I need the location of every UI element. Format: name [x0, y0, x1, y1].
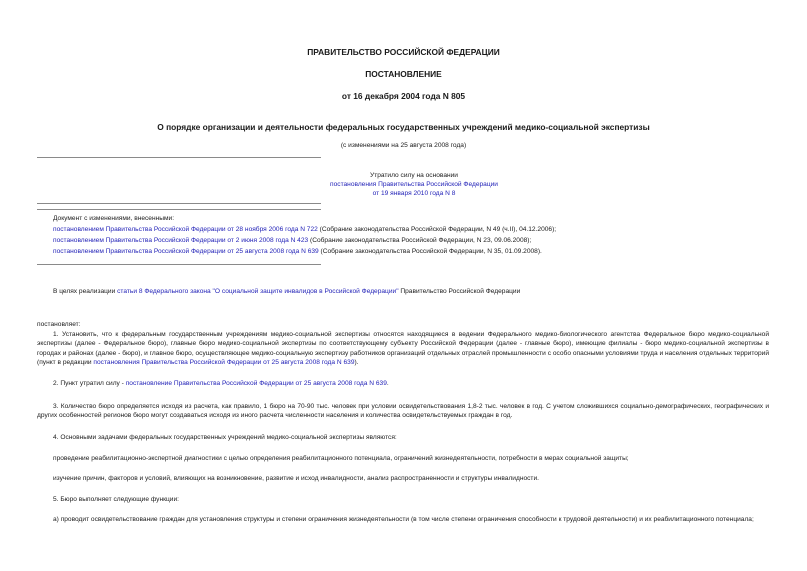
- paragraph-5: 5. Бюро выполняет следующие функции:: [53, 496, 179, 503]
- amendment-item: [53, 226, 556, 233]
- preamble-text: В целях реализации: [53, 288, 118, 295]
- paragraph-1: [37, 330, 769, 368]
- decrees-label: постановляет:: [37, 321, 81, 328]
- paragraph-4: 4. Основными задачами федеральных государственных учреждений медико-социальной экспертизы являются:: [53, 434, 397, 441]
- revision-note: (с изменениями на 25 августа 2008 года): [340, 142, 467, 149]
- amendment-link[interactable]: постановлением Правительства Российской Федерации от 2 июня 2008 года N 423: [53, 237, 309, 244]
- amendment-item: [53, 248, 542, 255]
- preamble-text: Правительство Российской Федерации: [398, 288, 521, 295]
- expired-link-decree[interactable]: постановления Правительства Российской Федерации: [330, 181, 498, 188]
- document-date-number: от 16 декабря 2004 года N 805: [341, 91, 466, 101]
- paragraph-text: .: [386, 380, 389, 387]
- paragraph-4-item: изучение причин, факторов и условий, влияющих на возникновение, развитие и исход инвалидности, анализ распространенности и структуры инвалидности.: [53, 475, 539, 482]
- divider: [37, 157, 321, 158]
- expired-note: [222, 172, 606, 197]
- amendment-source: (Собрание законодательства Российской Федерации, N 35, 01.09.2008).: [318, 248, 542, 255]
- amendment-link[interactable]: постановлением Правительства Российской Федерации от 28 ноября 2006 года N 722: [53, 226, 318, 233]
- preamble: [53, 288, 520, 295]
- amendments-intro: Документ с изменениями, внесенными:: [53, 215, 175, 222]
- divider: [37, 209, 321, 210]
- paragraph-2-link[interactable]: постановление Правительства Российской Федерации от 25 августа 2008 года N 639: [125, 380, 387, 387]
- paragraph-text: ).: [354, 359, 359, 367]
- expired-link-date[interactable]: от 19 января 2010 года N 8: [372, 190, 456, 197]
- government-heading: ПРАВИТЕЛЬСТВО РОССИЙСКОЙ ФЕДЕРАЦИИ: [307, 47, 500, 57]
- paragraph-2: [53, 380, 389, 387]
- amendment-link[interactable]: постановлением Правительства Российской Федерации от 25 августа 2008 года N 639: [53, 248, 319, 255]
- paragraph-4-item: проведение реабилитационно-экспертной диагностики с целью определения реабилитационного потенциала, ограничений жизнедеятельности, потребности в мерах социальной защиты;: [53, 455, 629, 462]
- federal-law-link[interactable]: статьи 8 Федерального закона "О социальной защите инвалидов в Российской Федерации": [117, 288, 399, 295]
- expired-line: Утратило силу на основании: [370, 172, 458, 179]
- divider: [37, 203, 321, 204]
- paragraph-3: 3. Количество бюро определяется исходя из расчета, как правило, 1 бюро на 70-90 тыс. человек при условии освидетельствования 1,8-2 тыс. человек в год. С учетом сложившихся социально-демографических, географических и других особенностей регионов бюро могут создаваться исходя из иного расчета численности населения и количества освидетельствуемых граждан в год.: [37, 403, 769, 420]
- document-type-heading: ПОСТАНОВЛЕНИЕ: [365, 69, 442, 79]
- amendment-source: (Собрание законодательства Российской Федерации, N 23, 09.06.2008);: [308, 237, 532, 244]
- paragraph-text: 1. Установить, что к федеральным государственным учреждениям медико-социальной экспертизы относятся находящиеся в ведении Федерального медико-биологического агентства Федеральное бюро медико-социальной экспертизы (далее - Федеральное бюро), главные бюро медико-социальной экспертизы по соответствующему субъекту Российской Федерации (далее - главные бюро), имеющие филиалы - бюро медико-социальной экспертизы в городах и районах (далее - бюро), и главное бюро, осуществляющее медико-социальную экспертизу работников организаций отдельных отраслей промышленности с особо опасными условиями труда и населения отдельных территорий (пункт в редакции: [37, 331, 769, 367]
- divider: [37, 264, 321, 265]
- paragraph-5-item-a: а) проводит освидетельствование граждан для установления структуры и степени ограничения жизнедеятельности (в том числе степени ограничения способности к трудовой деятельности) и их реабилитационного потенциала;: [53, 516, 754, 523]
- document-title: О порядке организации и деятельности федеральных государственных учреждений медико-социальной экспертизы: [157, 122, 650, 132]
- amendment-source: (Собрание законодательства Российской Федерации, N 49 (ч.II), 04.12.2006);: [317, 226, 557, 233]
- amendment-item: [53, 237, 531, 244]
- paragraph-text: 2. Пункт утратил силу -: [53, 380, 126, 387]
- paragraph-1-link[interactable]: постановления Правительства Российской Федерации от 25 августа 2008 года N 639: [93, 359, 355, 367]
